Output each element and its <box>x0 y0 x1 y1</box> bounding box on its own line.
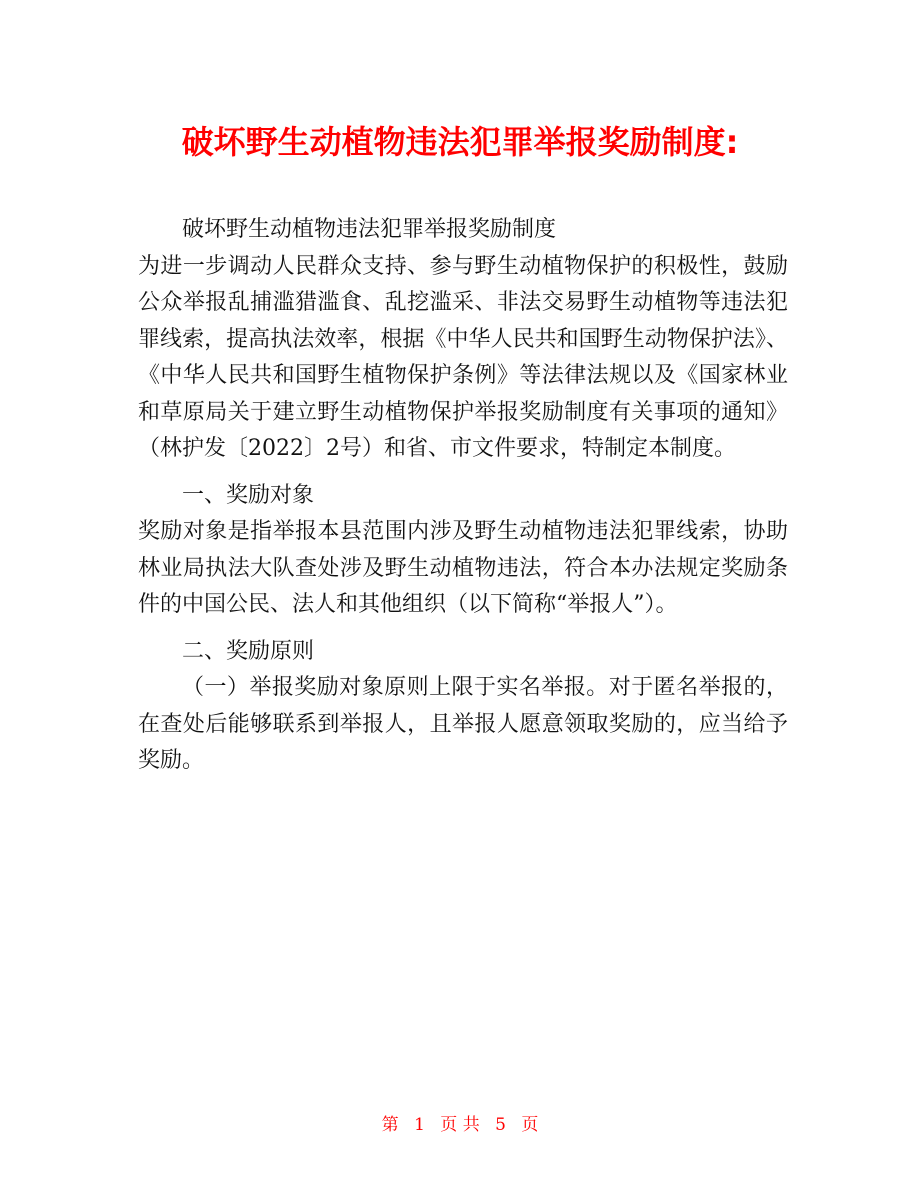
footer-page-total: 5 <box>495 1115 506 1135</box>
section-heading-reward-principles: 二、奖励原则 <box>182 638 315 664</box>
footer-prefix: 第 <box>381 1115 399 1135</box>
section-paragraph-reward-recipients: 奖励对象是指举报本县范围内涉及野生动植物违法犯罪线索，协助林业局执法大队查处涉及野生动植物违法，符合本办法规定奖励条件的中国公民、法人和其他组织（以下简称“举报人”）。 <box>138 519 788 617</box>
footer-middle: 页 共 <box>440 1115 480 1135</box>
document-title: 破坏野生动植物违法犯罪举报奖励制度: <box>181 123 739 161</box>
footer-page-current: 1 <box>414 1115 425 1135</box>
footer-suffix: 页 <box>521 1115 539 1135</box>
intro-paragraph: 为进一步调动人民群众支持、参与野生动植物保护的积极性，鼓励公众举报乱捕滥猎滥食、乱挖滥采、非法交易野生动植物等违法犯罪线索，提高执法效率，根据《中华人民共和国野生动物保护法》、《中华人民共和国野生植物保护条例》等法律法规以及《国家林业和草原局关于建立野生动植物保护举报奖励制度有关事项的通知》（林护发〔2022〕2号）和省、市文件要求，特制定本制度。 <box>138 253 788 461</box>
document-body <box>138 212 788 780</box>
section-paragraph-reward-principles: （一）举报奖励对象原则上限于实名举报。对于匿名举报的，在查处后能够联系到举报人，且举报人愿意领取奖励的，应当给予奖励。 <box>138 675 788 773</box>
page-footer <box>0 1113 920 1137</box>
section-heading-reward-recipients: 一、奖励对象 <box>182 482 315 508</box>
subtitle-paragraph: 破坏野生动植物违法犯罪举报奖励制度 <box>182 217 557 242</box>
